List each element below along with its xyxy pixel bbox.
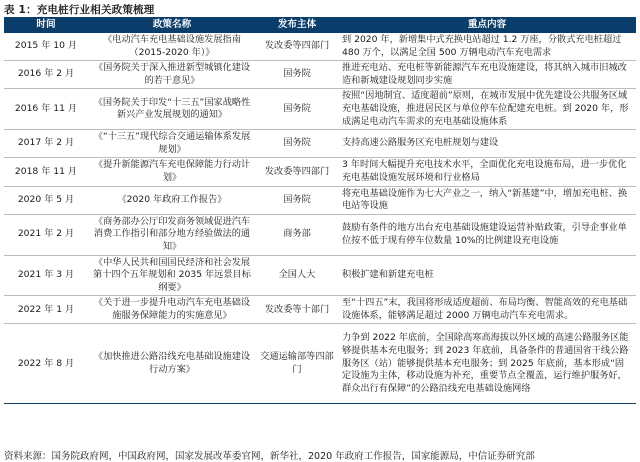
- table-row: [4, 33, 636, 61]
- cell-policy-name: 《“十三五”现代综合交通运输体系发展规划》: [88, 130, 256, 158]
- table-row: [4, 214, 636, 255]
- table-row: [4, 158, 636, 186]
- cell-time: 2016 年 11 月: [4, 89, 88, 130]
- cell-issuer: 国务院: [256, 186, 338, 214]
- cell-policy-name: 《2020 年政府工作报告》: [88, 186, 256, 214]
- table-row: [4, 89, 636, 130]
- cell-issuer: 交通运输部等四部门: [256, 324, 338, 404]
- cell-issuer: 国务院: [256, 89, 338, 130]
- table-row: [4, 186, 636, 214]
- cell-policy-name: 《中华人民共和国国民经济和社会发展第十四个五年规划和 2035 年远景目标纲要》: [88, 255, 256, 296]
- table-header-row: [4, 17, 636, 33]
- cell-issuer: 商务部: [256, 214, 338, 255]
- cell-content: 推进充电站、充电桩等新能源汽车充电设施建设，将其纳入城市旧城改造和新城建设规划同步实施: [338, 61, 636, 89]
- cell-content: 3 年时间大幅提升充电技术水平，全面优化充电设施布局，进一步优化充电基础设施发展环境和行业格局: [338, 158, 636, 186]
- cell-policy-name: 《国务院关于印发“十三五”国家战略性新兴产业发展规划的通知》: [88, 89, 256, 130]
- cell-content: 到 2020 年，新增集中式充换电站超过 1.2 万座，分散式充电桩超过 480 万个，以满足全国 500 万辆电动汽车充电需求: [338, 33, 636, 61]
- source-note: 资料来源：国务院政府网，中国政府网，国家发展改革委官网，新华社，2020 年政府工作报告，国家能源局，中信证券研究部: [4, 451, 535, 462]
- cell-content: 力争到 2022 年底前，全国除高寒高海拔以外区域的高速公路服务区能够提供基本充电服务；到 2023 年底前，具备条件的普通国省干线公路服务区（站）能够提供基本充电服务；到 2025 年底前，基本形成“固定设施为主体，移动设施为补充，重要节点全覆盖，运行维护服务好，群众出行有保障”的公路沿线充电基础设施网络: [338, 324, 636, 404]
- table-row: [4, 296, 636, 324]
- cell-time: 2022 年 8 月: [4, 324, 88, 404]
- cell-time: 2018 年 11 月: [4, 158, 88, 186]
- cell-issuer: 发改委等四部门: [256, 158, 338, 186]
- header-time: 时间: [4, 17, 88, 33]
- table-caption: 表 1：充电桩行业相关政策梳理: [4, 4, 155, 16]
- cell-policy-name: 《国务院关于深入推进新型城镇化建设的若干意见》: [88, 61, 256, 89]
- cell-issuer: 发改委等四部门: [256, 33, 338, 61]
- header-key-content: 重点内容: [338, 17, 636, 33]
- cell-time: 2022 年 1 月: [4, 296, 88, 324]
- cell-content: 积极扩建和新建充电桩: [338, 255, 636, 296]
- cell-content: 至“十四五”末，我国将形成适度超前、布局均衡、智能高效的充电基础设施体系，能够满足超过 2000 万辆电动汽车充电需求。: [338, 296, 636, 324]
- cell-time: 2020 年 5 月: [4, 186, 88, 214]
- cell-content: 按照“因地制宜、适度超前”原则，在城市发展中优先建设公共服务区域充电基础设施，推进居民区与单位停车位配建充电桩。到 2020 年，形成满足电动汽车需求的充电基础设施体系: [338, 89, 636, 130]
- cell-policy-name: 《商务部办公厅印发商务领域促进汽车消费工作指引和部分地方经验做法的通知》: [88, 214, 256, 255]
- cell-issuer: 发改委等十部门: [256, 296, 338, 324]
- table-row: [4, 255, 636, 296]
- cell-issuer: 全国人大: [256, 255, 338, 296]
- header-policy-name: 政策名称: [88, 17, 256, 33]
- header-issuer: 发布主体: [256, 17, 338, 33]
- cell-time: 2017 年 2 月: [4, 130, 88, 158]
- cell-content: 将充电基础设施作为七大产业之一，纳入“新基建”中，增加充电桩、换电站等设施: [338, 186, 636, 214]
- cell-policy-name: 《提升新能源汽车充电保障能力行动计划》: [88, 158, 256, 186]
- cell-policy-name: 《电动汽车充电基础设施发展指南（2015-2020 年）》: [88, 33, 256, 61]
- cell-time: 2021 年 2 月: [4, 214, 88, 255]
- table-row: [4, 61, 636, 89]
- cell-content: 支持高速公路服务区充电桩规划与建设: [338, 130, 636, 158]
- cell-issuer: 国务院: [256, 61, 338, 89]
- policy-table: [4, 17, 636, 404]
- table-row: [4, 130, 636, 158]
- cell-time: 2016 年 2 月: [4, 61, 88, 89]
- cell-time: 2021 年 3 月: [4, 255, 88, 296]
- cell-content: 鼓励有条件的地方出台充电基础设施建设运营补贴政策，引导企事业单位按不低于现有停车位数量 10%的比例建设充电设施: [338, 214, 636, 255]
- cell-policy-name: 《关于进一步提升电动汽车充电基础设施服务保障能力的实施意见》: [88, 296, 256, 324]
- cell-issuer: 国务院: [256, 130, 338, 158]
- cell-time: 2015 年 10 月: [4, 33, 88, 61]
- table-row: [4, 324, 636, 404]
- cell-policy-name: 《加快推进公路沿线充电基础设施建设行动方案》: [88, 324, 256, 404]
